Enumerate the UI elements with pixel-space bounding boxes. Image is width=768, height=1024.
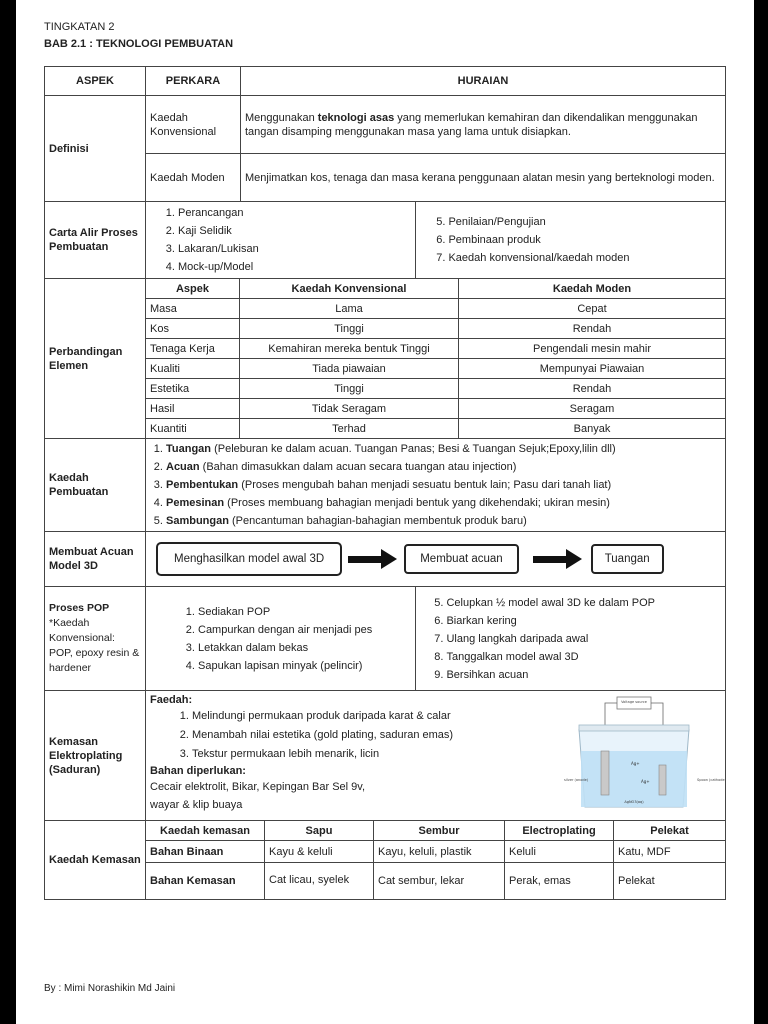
row-label-membuat-acuan: Membuat Acuan Model 3D [45,532,146,587]
list-item: 5. Sambungan (Pencantuman bahagian-bahagian membentuk produk baru) [166,512,721,530]
acuan-flowchart [150,534,721,584]
list-item: 2. Menambah nilai estetika (gold plating, saduran emas) [192,726,721,745]
def-konvensional: Menggunakan teknologi asas yang memerlukan kemahiran dan dikendalikan menggunakan tangan disamping menggunakan masa yang lama untuk disiapkan. [241,96,726,154]
perbandingan-header-moden: Kaedah Moden [459,279,726,299]
table-row [146,319,725,339]
bahan-text: Cecair elektrolit, Bikar, Kepingan Bar Sel 9v, wayar & klip buaya [150,781,366,811]
table-row [146,399,725,419]
row-label-pop [45,587,146,691]
carta-alir-list-right [420,213,721,267]
cell: Tinggi [240,319,459,339]
list-item: 9. Bersihkan acuan [446,666,721,684]
cell: Kos [146,319,240,339]
kemasan-header: Sapu [265,821,374,841]
cell: Katu, MDF [614,841,726,863]
flow-step-3: Tuangan [591,544,664,574]
perbandingan-cell [146,279,726,439]
table-row [146,379,725,399]
diagram-label-ion: Ag+ [631,761,640,766]
cell: Banyak [459,419,726,439]
chapter-heading: BAB 2.1 : TEKNOLOGI PEMBUATAN [44,38,234,50]
list-item: 3. Lakaran/Lukisan [178,240,411,258]
list-item: 2. Acuan (Bahan dimasukkan dalam acuan secara tuangan atau injection) [166,458,721,476]
cell: Keluli [505,841,614,863]
cell: Tidak Seragam [240,399,459,419]
label-kaedah-moden: Kaedah Moden [146,154,241,202]
row-label-elektroplating: Kemasan Elektroplating (Saduran) [45,691,146,821]
list-item: 4. Pemesinan (Proses membuang bahagian menjadi bentuk yang dikehendaki; ukiran mesin) [166,494,721,512]
carta-alir-left [146,202,416,279]
arrow-right-icon [348,549,398,569]
cell: Kualiti [146,359,240,379]
cell: Kayu, keluli, plastik [374,841,505,863]
flow-step-1: Menghasilkan model awal 3D [156,542,342,576]
cell: Rendah [459,319,726,339]
diagram-label-cathode: Spoon (cathode) [697,778,726,782]
row-label-kaedah-pembuatan: Kaedah Pembuatan [45,439,146,532]
list-item: 4. Mock-up/Model [178,258,411,276]
list-item: 2. Campurkan dengan air menjadi pes [198,621,411,639]
cell: Mempunyai Piawaian [459,359,726,379]
list-item: 4. Sapukan lapisan minyak (pelincir) [198,657,411,675]
notes-table [44,66,726,900]
cell: Rendah [459,379,726,399]
table-row [146,359,725,379]
faedah-label: Faedah: [150,694,193,706]
cell: Masa [146,299,240,319]
list-item: 1. Perancangan [178,204,411,222]
kemasan-header: Electroplating [505,821,614,841]
cell: Bahan Kemasan [146,863,265,899]
diagram-label-anode: silver (anode) [564,778,589,782]
def-moden: Menjimatkan kos, tenaga dan masa kerana penggunaan alatan mesin yang berteknologi moden. [241,154,726,202]
carta-alir-list-left [150,204,411,276]
row-label-definisi: Definisi [45,96,146,202]
cell: Tenaga Kerja [146,339,240,359]
kaedah-kemasan-cell [146,821,726,900]
cell: Kuantiti [146,419,240,439]
list-item: 2. Kaji Selidik [178,222,411,240]
elektroplating-cell [146,691,726,821]
arrow-right-icon [533,549,583,569]
list-item: 7. Kaedah konvensional/kaedah moden [448,249,721,267]
perbandingan-table [146,279,725,438]
perbandingan-header-aspek: Aspek [146,279,240,299]
kemasan-header: Kaedah kemasan [146,821,265,841]
level-heading: TINGKATAN 2 [44,21,115,33]
label-kaedah-konvensional: Kaedah Konvensional [146,96,241,154]
list-item: 5. Penilaian/Pengujian [448,213,721,231]
list-item: 1. Sediakan POP [198,603,411,621]
cell: Terhad [240,419,459,439]
row-label-carta-alir: Carta Alir Proses Pembuatan [45,202,146,279]
diagram-label-solution: AgNO3(aq) [624,800,644,804]
cell: Pengendali mesin mahir [459,339,726,359]
cell: Cepat [459,299,726,319]
list-item: 8. Tanggalkan model awal 3D [446,648,721,666]
list-item: 1. Melindungi permukaan produk daripada karat & calar [192,707,721,726]
list-item: 3. Tekstur permukaan lebih menarik, licin [192,745,721,764]
header-huraian: HURAIAN [241,67,726,96]
kaedah-pembuatan-list [146,439,726,532]
cell: Cat sembur, lekar [374,863,505,899]
perbandingan-header-konvensional: Kaedah Konvensional [240,279,459,299]
row-label-kaedah-kemasan: Kaedah Kemasan [45,821,146,900]
cell: Cat licau, syelek [265,863,374,899]
acuan-flow-cell [146,532,726,587]
list-item: 6. Biarkan kering [446,612,721,630]
list-item: 5. Celupkan ½ model awal 3D ke dalam POP [446,594,721,612]
cell: Estetika [146,379,240,399]
cell: Kayu & keluli [265,841,374,863]
diagram-label-ion: Ag+ [641,779,650,784]
diagram-label-source: Voltage source [621,700,647,704]
header-perkara: PERKARA [146,67,241,96]
electroplating-diagram [559,695,726,813]
flow-step-2: Membuat acuan [404,544,518,574]
carta-alir-right [416,202,726,279]
pop-right [416,587,726,691]
table-row [146,299,725,319]
table-row [146,419,725,439]
pop-left [146,587,416,691]
cell: Perak, emas [505,863,614,899]
list-item: 3. Pembentukan (Proses mengubah bahan menjadi sesuatu bentuk lain; Pasu dari tanah liat) [166,476,721,494]
row-label-perbandingan: Perbandingan Elemen [45,279,146,439]
table-row [146,841,725,863]
cell: Tiada piawaian [240,359,459,379]
list-item: 7. Ulang langkah daripada awal [446,630,721,648]
list-item: 1. Tuangan (Peleburan ke dalam acuan. Tuangan Panas; Besi & Tuangan Sejuk;Epoxy,lilin dll) [166,440,721,458]
cell: Kemahiran mereka bentuk Tinggi [240,339,459,359]
cell: Lama [240,299,459,319]
cell: Pelekat [614,863,726,899]
list-item: 3. Letakkan dalam bekas [198,639,411,657]
cell: Bahan Binaan [146,841,265,863]
list-item: 6. Pembinaan produk [448,231,721,249]
kaedah-kemasan-table [146,821,725,899]
cell: Hasil [146,399,240,419]
cell: Seragam [459,399,726,419]
kemasan-header: Pelekat [614,821,726,841]
author-footer: By : Mimi Norashikin Md Jaini [44,983,176,994]
header-aspek: ASPEK [45,67,146,96]
table-row [146,339,725,359]
pop-note: *Kaedah Konvensional: POP, epoxy resin & hardener [49,617,140,674]
kemasan-header: Sembur [374,821,505,841]
pop-title: Proses POP [49,602,110,614]
table-row [146,863,725,899]
cell: Tinggi [240,379,459,399]
bahan-label: Bahan diperlukan: [150,765,246,777]
